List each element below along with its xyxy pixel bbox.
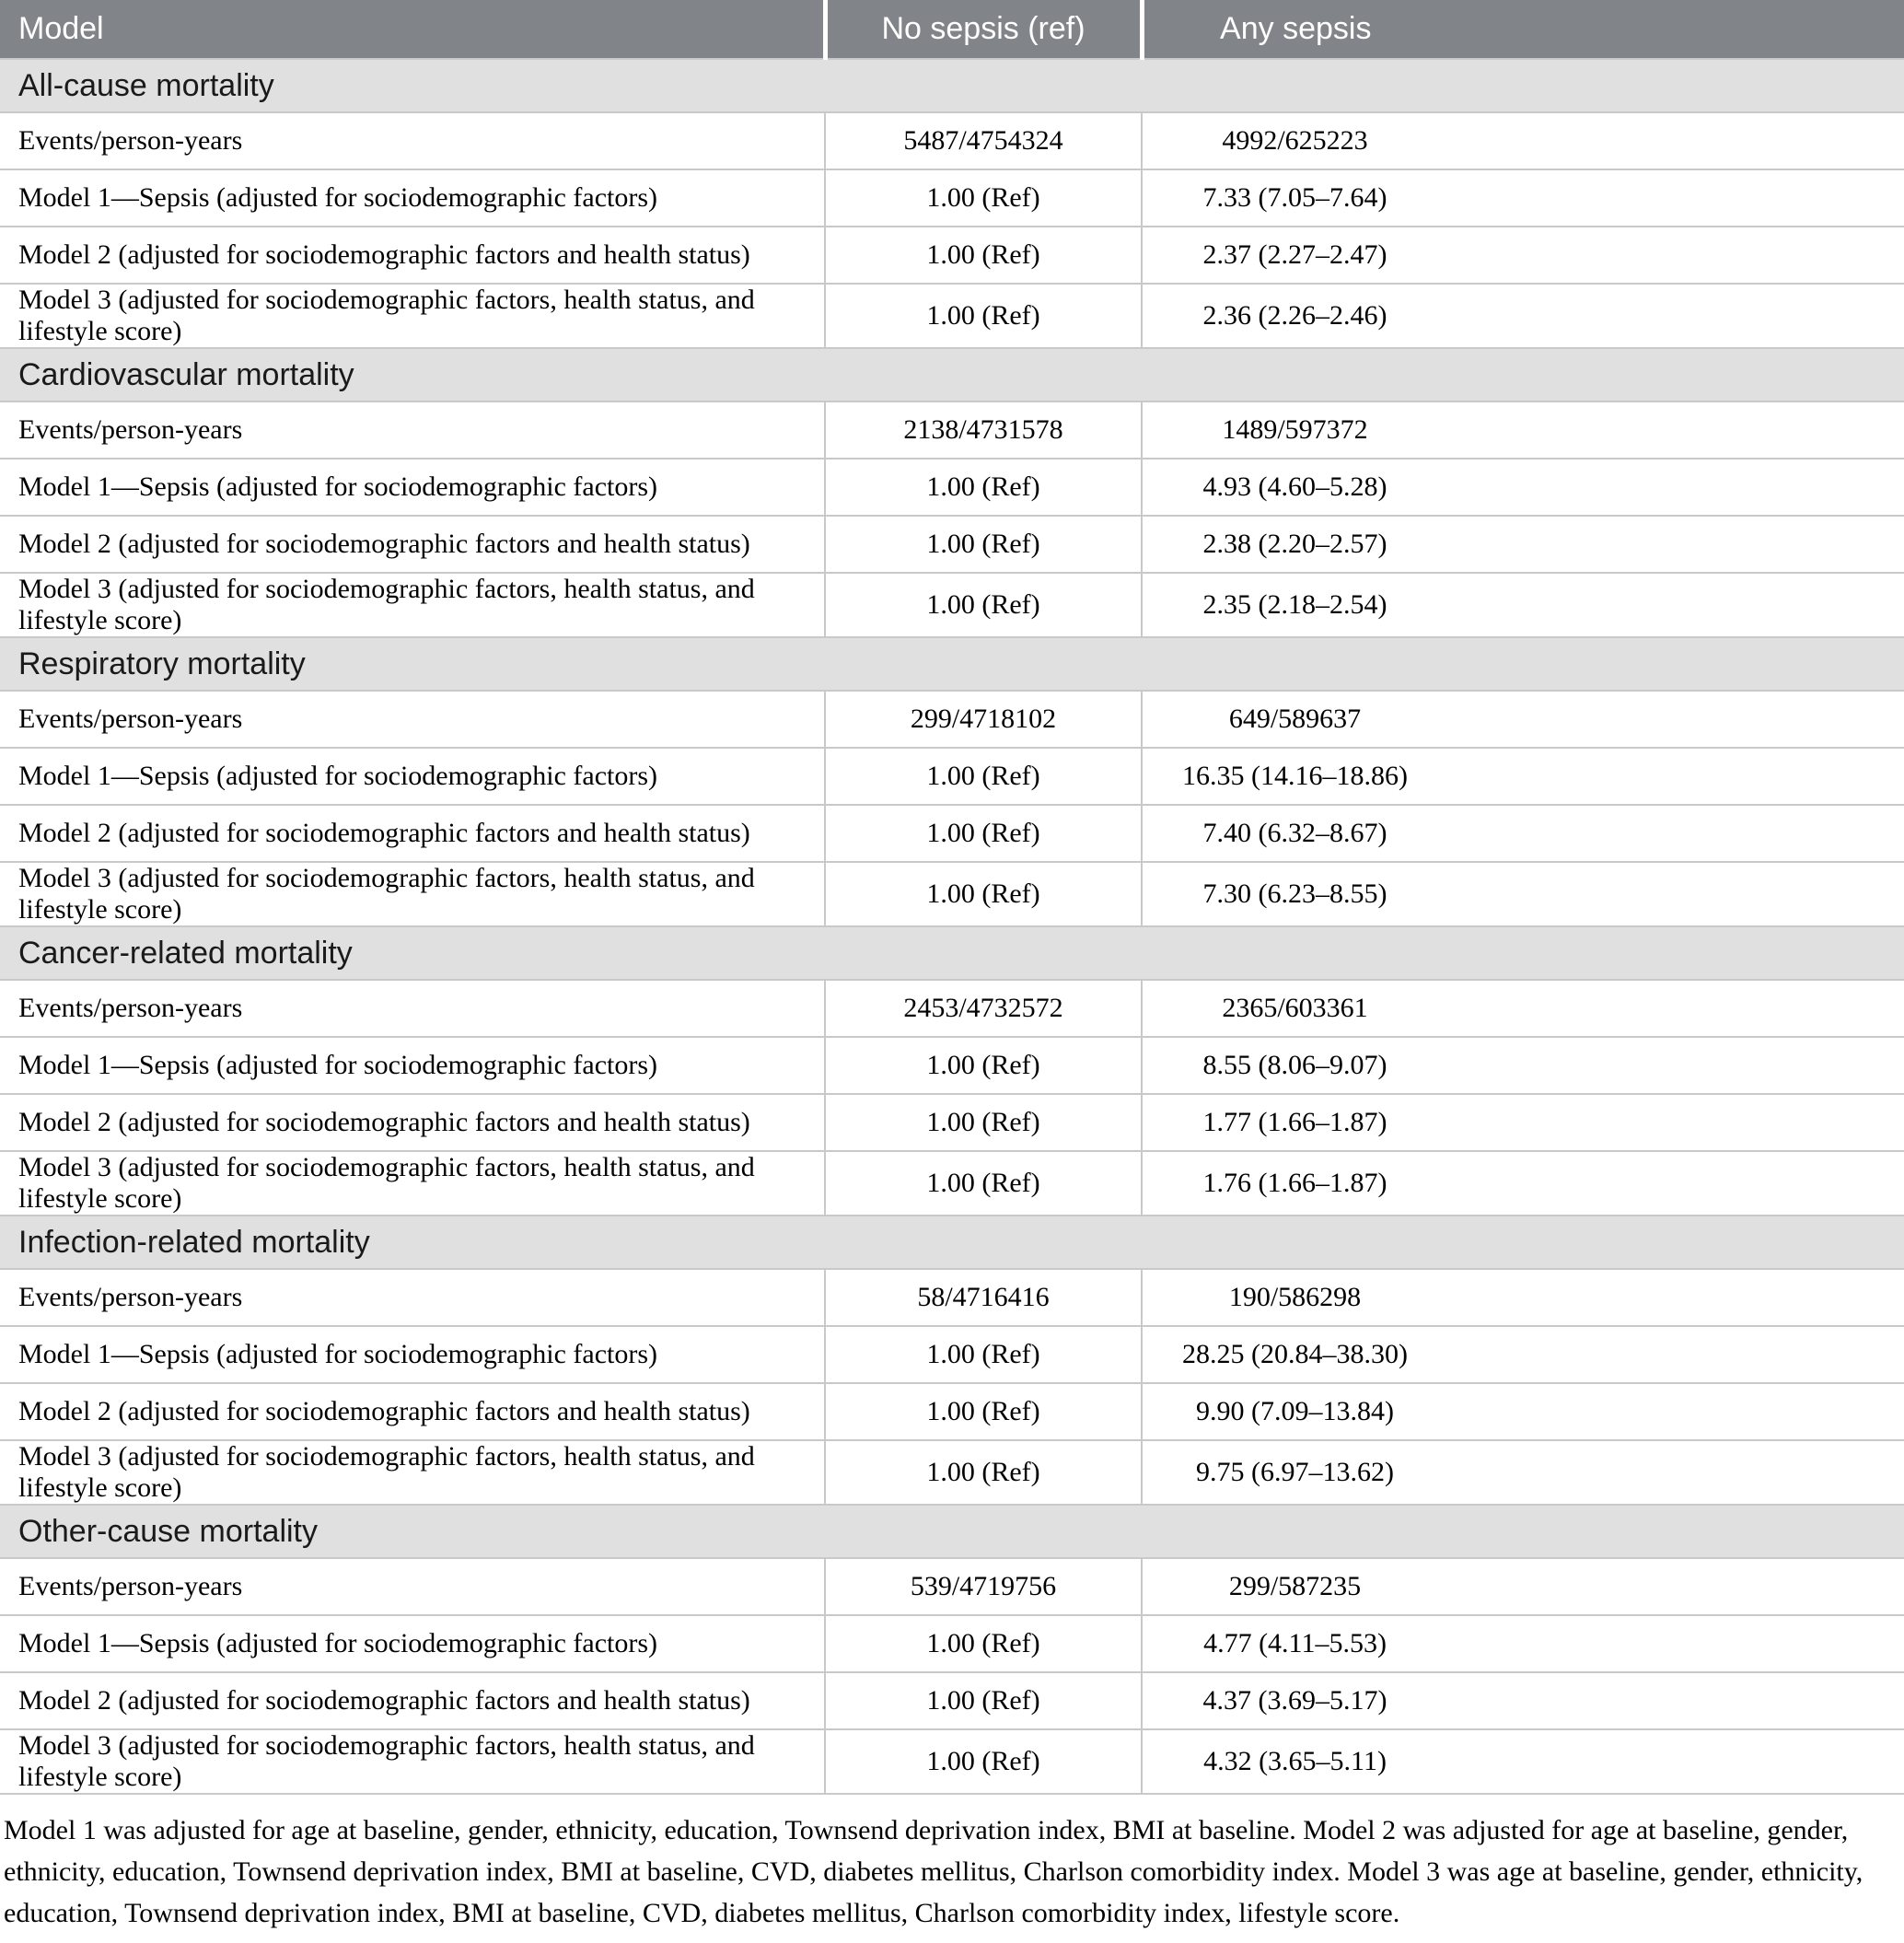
- empty-cell: [1447, 112, 1904, 169]
- row-label: Model 2 (adjusted for sociodemographic factors and health status): [0, 1383, 825, 1440]
- any-sepsis-value: 1.76 (1.66–1.87): [1142, 1151, 1447, 1216]
- table-row: [0, 573, 1904, 637]
- any-sepsis-value: 299/587235: [1142, 1558, 1447, 1615]
- any-sepsis-value: 7.30 (6.23–8.55): [1142, 862, 1447, 926]
- empty-cell: [1447, 401, 1904, 459]
- row-label: Events/person-years: [0, 401, 825, 459]
- table-row: [0, 227, 1904, 284]
- table-row: [0, 169, 1904, 227]
- any-sepsis-value: 2.38 (2.20–2.57): [1142, 516, 1447, 573]
- row-label: Model 2 (adjusted for sociodemographic factors and health status): [0, 516, 825, 573]
- section-header: [0, 637, 1904, 691]
- table-footnote: Model 1 was adjusted for age at baseline, gender, ethnicity, education, Townsend deprivation index, BMI at baseline. Model 2 was adjusted for age at baseline, gender, ethnicity, education, Townsend deprivation index, BMI at baseline, CVD, diabetes mellitus, Charlson comorbidity index. Model 3 was age at baseline, gender, ethnicity, education, Townsend deprivation index, BMI at baseline, CVD, diabetes mellitus, Charlson comorbidity index, lifestyle score.: [4, 1815, 1863, 1928]
- section-other-cause: [0, 1505, 1904, 1794]
- table-row: [0, 748, 1904, 805]
- row-label: Model 2 (adjusted for sociodemographic factors and health status): [0, 1672, 825, 1729]
- table-row: [0, 1672, 1904, 1729]
- row-label: Model 2 (adjusted for sociodemographic factors and health status): [0, 1094, 825, 1151]
- any-sepsis-value: 649/589637: [1142, 691, 1447, 748]
- no-sepsis-value: 58/4716416: [825, 1269, 1142, 1326]
- row-label: Model 3 (adjusted for sociodemographic factors, health status, and lifestyle score): [0, 573, 825, 637]
- table-row: [0, 1037, 1904, 1094]
- section-infection: [0, 1216, 1904, 1505]
- empty-cell: [1447, 1383, 1904, 1440]
- section-all-cause: [0, 59, 1904, 348]
- column-header-model: Model: [0, 0, 825, 59]
- section-title: Cancer-related mortality: [0, 926, 1904, 980]
- row-label: Model 3 (adjusted for sociodemographic factors, health status, and lifestyle score): [0, 1151, 825, 1216]
- any-sepsis-value: 1489/597372: [1142, 401, 1447, 459]
- row-label: Events/person-years: [0, 691, 825, 748]
- any-sepsis-value: 9.90 (7.09–13.84): [1142, 1383, 1447, 1440]
- empty-cell: [1447, 691, 1904, 748]
- table-row: [0, 1615, 1904, 1672]
- any-sepsis-value: 7.33 (7.05–7.64): [1142, 169, 1447, 227]
- any-sepsis-value: 9.75 (6.97–13.62): [1142, 1440, 1447, 1505]
- any-sepsis-value: 4.77 (4.11–5.53): [1142, 1615, 1447, 1672]
- no-sepsis-value: 1.00 (Ref): [825, 862, 1142, 926]
- any-sepsis-value: 28.25 (20.84–38.30): [1142, 1326, 1447, 1383]
- row-label: Events/person-years: [0, 1558, 825, 1615]
- any-sepsis-value: 2.36 (2.26–2.46): [1142, 284, 1447, 348]
- row-label: Model 1—Sepsis (adjusted for sociodemographic factors): [0, 748, 825, 805]
- row-label: Events/person-years: [0, 1269, 825, 1326]
- no-sepsis-value: 1.00 (Ref): [825, 169, 1142, 227]
- empty-cell: [1447, 862, 1904, 926]
- table-row: [0, 691, 1904, 748]
- no-sepsis-value: 1.00 (Ref): [825, 805, 1142, 862]
- no-sepsis-value: 5487/4754324: [825, 112, 1142, 169]
- table-row: [0, 459, 1904, 516]
- any-sepsis-value: 16.35 (14.16–18.86): [1142, 748, 1447, 805]
- no-sepsis-value: 1.00 (Ref): [825, 1037, 1142, 1094]
- table-row: [0, 284, 1904, 348]
- table-row: [0, 980, 1904, 1037]
- no-sepsis-value: 1.00 (Ref): [825, 1326, 1142, 1383]
- row-label: Model 1—Sepsis (adjusted for sociodemographic factors): [0, 1037, 825, 1094]
- any-sepsis-value: 4.93 (4.60–5.28): [1142, 459, 1447, 516]
- any-sepsis-value: 2.37 (2.27–2.47): [1142, 227, 1447, 284]
- empty-cell: [1447, 284, 1904, 348]
- section-title: Cardiovascular mortality: [0, 348, 1904, 401]
- empty-cell: [1447, 1326, 1904, 1383]
- empty-cell: [1447, 1151, 1904, 1216]
- section-title: Infection-related mortality: [0, 1216, 1904, 1269]
- section-respiratory: [0, 637, 1904, 926]
- section-header: [0, 1505, 1904, 1558]
- table-row: [0, 1151, 1904, 1216]
- any-sepsis-value: 4.32 (3.65–5.11): [1142, 1729, 1447, 1794]
- empty-cell: [1447, 980, 1904, 1037]
- any-sepsis-value: 4.37 (3.69–5.17): [1142, 1672, 1447, 1729]
- section-title: Respiratory mortality: [0, 637, 1904, 691]
- empty-cell: [1447, 1094, 1904, 1151]
- empty-cell: [1447, 1269, 1904, 1326]
- row-label: Model 3 (adjusted for sociodemographic factors, health status, and lifestyle score): [0, 862, 825, 926]
- no-sepsis-value: 1.00 (Ref): [825, 516, 1142, 573]
- any-sepsis-value: 2365/603361: [1142, 980, 1447, 1037]
- section-cardiovascular: [0, 348, 1904, 637]
- empty-cell: [1447, 169, 1904, 227]
- no-sepsis-value: 1.00 (Ref): [825, 1440, 1142, 1505]
- any-sepsis-value: 7.40 (6.32–8.67): [1142, 805, 1447, 862]
- row-label: Model 2 (adjusted for sociodemographic factors and health status): [0, 805, 825, 862]
- row-label: Model 1—Sepsis (adjusted for sociodemographic factors): [0, 1615, 825, 1672]
- table-row: [0, 401, 1904, 459]
- table-header-row: [0, 0, 1904, 59]
- any-sepsis-value: 4992/625223: [1142, 112, 1447, 169]
- table-row: [0, 1269, 1904, 1326]
- table-row: [0, 1440, 1904, 1505]
- row-label: Events/person-years: [0, 980, 825, 1037]
- any-sepsis-value: 2.35 (2.18–2.54): [1142, 573, 1447, 637]
- no-sepsis-value: 1.00 (Ref): [825, 748, 1142, 805]
- empty-cell: [1447, 1729, 1904, 1794]
- no-sepsis-value: 1.00 (Ref): [825, 227, 1142, 284]
- row-label: Model 1—Sepsis (adjusted for sociodemographic factors): [0, 1326, 825, 1383]
- no-sepsis-value: 2453/4732572: [825, 980, 1142, 1037]
- empty-cell: [1447, 516, 1904, 573]
- empty-cell: [1447, 1440, 1904, 1505]
- section-header: [0, 59, 1904, 112]
- no-sepsis-value: 299/4718102: [825, 691, 1142, 748]
- no-sepsis-value: 539/4719756: [825, 1558, 1142, 1615]
- section-cancer: [0, 926, 1904, 1216]
- no-sepsis-value: 1.00 (Ref): [825, 1672, 1142, 1729]
- row-label: Model 1—Sepsis (adjusted for sociodemographic factors): [0, 459, 825, 516]
- empty-cell: [1447, 805, 1904, 862]
- table-row: [0, 112, 1904, 169]
- row-label: Model 2 (adjusted for sociodemographic factors and health status): [0, 227, 825, 284]
- table-row: [0, 1383, 1904, 1440]
- empty-cell: [1447, 1615, 1904, 1672]
- column-header-any-sepsis: Any sepsis: [1142, 0, 1447, 59]
- no-sepsis-value: 1.00 (Ref): [825, 1615, 1142, 1672]
- table-row: [0, 1326, 1904, 1383]
- row-label: Model 3 (adjusted for sociodemographic factors, health status, and lifestyle score): [0, 284, 825, 348]
- table-row: [0, 1729, 1904, 1794]
- empty-cell: [1447, 748, 1904, 805]
- table-row: [0, 516, 1904, 573]
- empty-cell: [1447, 1558, 1904, 1615]
- empty-cell: [1447, 227, 1904, 284]
- section-title: All-cause mortality: [0, 59, 1904, 112]
- section-header: [0, 926, 1904, 980]
- section-header: [0, 1216, 1904, 1269]
- section-title: Other-cause mortality: [0, 1505, 1904, 1558]
- no-sepsis-value: 1.00 (Ref): [825, 1151, 1142, 1216]
- row-label: Model 3 (adjusted for sociodemographic factors, health status, and lifestyle score): [0, 1440, 825, 1505]
- row-label: Model 1—Sepsis (adjusted for sociodemographic factors): [0, 169, 825, 227]
- no-sepsis-value: 1.00 (Ref): [825, 284, 1142, 348]
- empty-cell: [1447, 1037, 1904, 1094]
- no-sepsis-value: 1.00 (Ref): [825, 573, 1142, 637]
- row-label: Model 3 (adjusted for sociodemographic factors, health status, and lifestyle score): [0, 1729, 825, 1794]
- no-sepsis-value: 1.00 (Ref): [825, 459, 1142, 516]
- section-header: [0, 348, 1904, 401]
- empty-cell: [1447, 573, 1904, 637]
- table-row: [0, 1558, 1904, 1615]
- column-header-no-sepsis: No sepsis (ref): [825, 0, 1142, 59]
- empty-cell: [1447, 459, 1904, 516]
- no-sepsis-value: 1.00 (Ref): [825, 1729, 1142, 1794]
- table-row: [0, 862, 1904, 926]
- empty-cell: [1447, 1672, 1904, 1729]
- any-sepsis-value: 8.55 (8.06–9.07): [1142, 1037, 1447, 1094]
- no-sepsis-value: 1.00 (Ref): [825, 1383, 1142, 1440]
- header-filler: [1447, 0, 1904, 59]
- table-row: [0, 805, 1904, 862]
- table-row: [0, 1094, 1904, 1151]
- any-sepsis-value: 190/586298: [1142, 1269, 1447, 1326]
- no-sepsis-value: 2138/4731578: [825, 401, 1142, 459]
- any-sepsis-value: 1.77 (1.66–1.87): [1142, 1094, 1447, 1151]
- no-sepsis-value: 1.00 (Ref): [825, 1094, 1142, 1151]
- row-label: Events/person-years: [0, 112, 825, 169]
